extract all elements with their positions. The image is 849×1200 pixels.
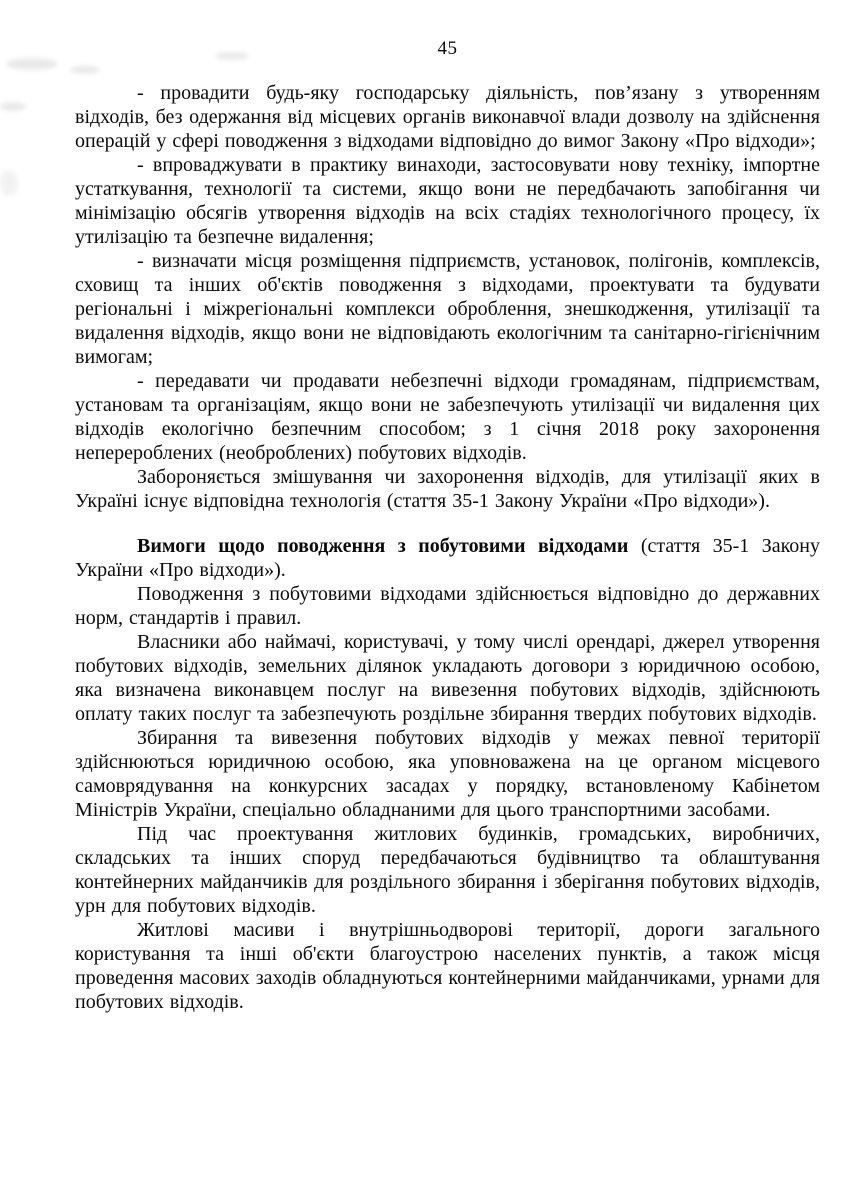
- scan-noise-spot: [6, 58, 58, 70]
- paragraph-vlasnyky: Власники або наймачі, користувачі, у тому числі орендарі, джерел утворення побутових відходів, земельних ділянок укладають договори з юридичною особою, яка визначена виконавцем послуг на вивезення побутових відходів, здійснюють оплату таких послуг та забезпечують роздільне збирання твердих побутових відходів.: [75, 631, 820, 725]
- paragraph-section-heading: [75, 534, 820, 582]
- scan-noise-spot: [0, 170, 18, 196]
- paragraph-bullet-vprovadzhuvaty: - впроваджувати в практику винаходи, застосовувати нову техніку, імпортне устаткування, технології та системи, якщо вони не передбачають запобігання чи мінімізацію обсягів утворення відходів на всіх стадіях технологічного процесу, їх утилізацію та безпечне видалення;: [75, 154, 820, 248]
- paragraph-bullet-vyznachaty: - визначати місця розміщення підприємств, установок, полігонів, комплексів, сховищ та інших об'єктів поводження з відходами, проектувати та будувати регіональні і міжрегіональні комплекси оброблення, знешкодження, утилізації та видалення відходів, якщо вони не відповідають екологічним та санітарно-гігієнічним вимогам;: [75, 250, 820, 368]
- document-body: [75, 81, 820, 1014]
- text-column: [75, 38, 820, 1014]
- section-heading-reference: (стаття 35-1 Закону України «Про відходи»).: [75, 535, 820, 581]
- paragraph-proektuvannya: Під час проектування житлових будинків, громадських, виробничих, складських та інших споруд передбачаються будівництво та облаштування контейнерних майданчиків для роздільного збирання і зберігання побутових відходів, урн для побутових відходів.: [75, 823, 820, 917]
- paragraph-zhytlovi-masyvy: Житлові масиви і внутрішньодворові території, дороги загального користування та інші об'єкти благоустрою населених пунктів, а також місця проведення масових заходів обладнуються контейнерними майданчиками, урнами для побутових відходів.: [75, 919, 820, 1013]
- paragraph-povodzhennya: Поводження з побутовими відходами здійснюється відповідно до державних норм, стандартів і правил.: [75, 583, 820, 629]
- section-heading-bold-text: Вимоги щодо поводження з побутовими відходами: [137, 535, 629, 557]
- paragraph-bullet-provaditi: - провадити будь-яку господарську діяльність, пов’язану з утворенням відходів, без одержання від місцевих органів виконавчої влади дозволу на здійснення операцій у сфері поводження з відходами відповідно до вимог Закону «Про відходи»;: [75, 82, 820, 152]
- paragraph-bullet-peredavaty: - передавати чи продавати небезпечні відходи громадянам, підприємствам, установам та організаціям, якщо вони не забезпечують утилізації чи видалення цих відходів екологічно безпечним способом; з 1 січня 2018 року захоронення неперероблених (необроблених) побутових відходів.: [75, 370, 820, 464]
- scan-noise-spot: [0, 102, 26, 111]
- paragraph-zaboronyaetsya: Забороняється змішування чи захоронення відходів, для утилізації яких в Україні існує відповідна технологія (стаття 35-1 Закону України «Про відходи»).: [75, 466, 820, 512]
- paragraph-zbyrannya: Збирання та вивезення побутових відходів у межах певної території здійснюються юридичною особою, яка уповноважена на це органом місцевого самоврядування на конкурсних засадах у порядку, встановленому Кабінетом Міністрів України, спеціально обладнаними для цього транспортними засобами.: [75, 727, 820, 821]
- page-number: 45: [437, 38, 458, 59]
